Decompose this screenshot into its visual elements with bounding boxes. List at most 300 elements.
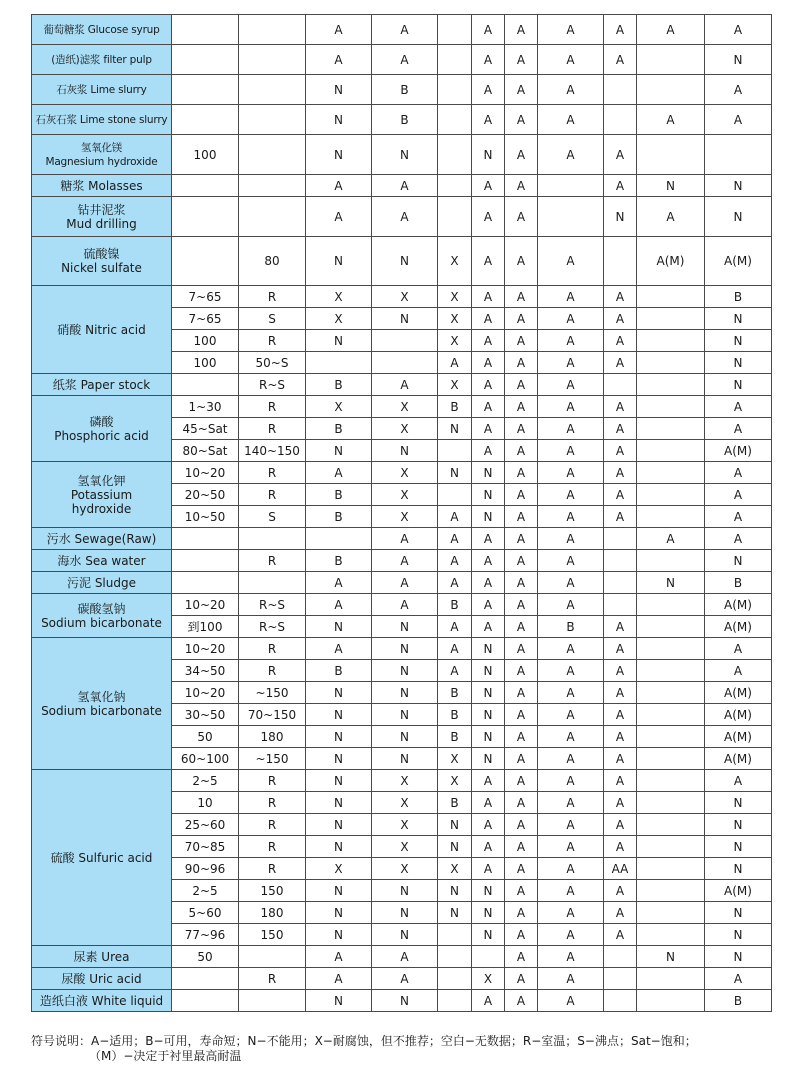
rating-cell: A xyxy=(705,15,772,45)
rating-cell: A xyxy=(637,197,705,237)
rating-cell: A xyxy=(604,506,637,528)
rating-cell: A xyxy=(472,197,505,237)
medium-name-cell: 硫酸 Sulfuric acid xyxy=(32,770,172,946)
temperature-cell xyxy=(239,15,306,45)
rating-cell xyxy=(372,352,438,374)
rating-cell: N xyxy=(438,462,472,484)
rating-cell: A xyxy=(604,836,637,858)
rating-cell: A xyxy=(472,330,505,352)
rating-cell: A xyxy=(538,330,604,352)
rating-cell: N xyxy=(705,792,772,814)
rating-cell: B xyxy=(705,286,772,308)
rating-cell xyxy=(604,990,637,1012)
rating-cell: N xyxy=(472,506,505,528)
rating-cell: A xyxy=(472,75,505,105)
rating-cell: A xyxy=(705,968,772,990)
rating-cell: B xyxy=(306,550,372,572)
medium-name-cell: 石灰浆 Lime slurry xyxy=(32,75,172,105)
rating-cell: A xyxy=(538,286,604,308)
rating-cell: A xyxy=(637,528,705,550)
temperature-cell: 180 xyxy=(239,726,306,748)
rating-cell xyxy=(438,440,472,462)
rating-cell: A xyxy=(438,572,472,594)
rating-cell: A(M) xyxy=(705,440,772,462)
rating-cell xyxy=(637,45,705,75)
rating-cell: X xyxy=(438,330,472,352)
rating-cell: A xyxy=(472,616,505,638)
rating-cell xyxy=(637,440,705,462)
medium-name-cell: 硫酸镍 Nickel sulfate xyxy=(32,237,172,286)
rating-cell: A xyxy=(505,506,538,528)
rating-cell: A xyxy=(472,550,505,572)
rating-cell: A xyxy=(372,594,438,616)
rating-cell: A xyxy=(604,440,637,462)
rating-cell: A xyxy=(472,105,505,135)
rating-cell: A(M) xyxy=(705,237,772,286)
medium-name-cell: 海水 Sea water xyxy=(32,550,172,572)
concentration-cell xyxy=(172,550,239,572)
rating-cell: A xyxy=(538,308,604,330)
rating-cell: N xyxy=(306,135,372,175)
rating-cell xyxy=(637,638,705,660)
temperature-cell: R xyxy=(239,814,306,836)
rating-cell: A xyxy=(505,726,538,748)
rating-cell xyxy=(604,105,637,135)
rating-cell: A xyxy=(604,135,637,175)
rating-cell: N xyxy=(472,726,505,748)
rating-cell: N xyxy=(372,135,438,175)
rating-cell: A xyxy=(472,175,505,197)
rating-cell: A xyxy=(306,594,372,616)
rating-cell: N xyxy=(306,704,372,726)
rating-cell: A xyxy=(705,770,772,792)
rating-cell: X xyxy=(372,858,438,880)
rating-cell: A xyxy=(705,418,772,440)
rating-cell: A xyxy=(438,616,472,638)
rating-cell: A xyxy=(604,352,637,374)
medium-name-cell: 污泥 Sludge xyxy=(32,572,172,594)
rating-cell: B xyxy=(438,792,472,814)
table-row xyxy=(32,135,772,175)
rating-cell xyxy=(637,616,705,638)
rating-cell: A xyxy=(538,550,604,572)
table-row xyxy=(32,45,772,75)
rating-cell: A xyxy=(472,814,505,836)
rating-cell: A(M) xyxy=(705,704,772,726)
rating-cell: A xyxy=(538,396,604,418)
table-row xyxy=(32,237,772,286)
rating-cell: N xyxy=(372,902,438,924)
rating-cell: A xyxy=(472,374,505,396)
concentration-cell xyxy=(172,15,239,45)
rating-cell: A(M) xyxy=(705,616,772,638)
rating-cell: A(M) xyxy=(705,682,772,704)
rating-cell: A xyxy=(472,990,505,1012)
rating-cell: N xyxy=(306,75,372,105)
medium-name-cell: 造纸白液 White liquid xyxy=(32,990,172,1012)
rating-cell xyxy=(438,968,472,990)
rating-cell: A xyxy=(538,75,604,105)
medium-name-cell: 氢氧化钾 Potassium hydroxide xyxy=(32,462,172,528)
concentration-cell: 30~50 xyxy=(172,704,239,726)
concentration-cell xyxy=(172,45,239,75)
rating-cell: A xyxy=(438,352,472,374)
rating-cell: A xyxy=(604,638,637,660)
rating-cell: A xyxy=(505,572,538,594)
rating-cell: A xyxy=(472,858,505,880)
rating-cell xyxy=(637,902,705,924)
rating-cell xyxy=(637,594,705,616)
temperature-cell: S xyxy=(239,506,306,528)
medium-name-cell: 污水 Sewage(Raw) xyxy=(32,528,172,550)
temperature-cell xyxy=(239,572,306,594)
rating-cell: A xyxy=(372,45,438,75)
rating-cell: A xyxy=(604,286,637,308)
rating-cell: X xyxy=(372,418,438,440)
rating-cell: A xyxy=(372,528,438,550)
concentration-cell: 90~96 xyxy=(172,858,239,880)
concentration-cell xyxy=(172,175,239,197)
rating-cell: A xyxy=(505,396,538,418)
medium-name-cell: 石灰石浆 Lime stone slurry xyxy=(32,105,172,135)
concentration-cell: 2~5 xyxy=(172,770,239,792)
rating-cell: A xyxy=(604,15,637,45)
concentration-cell: 60~100 xyxy=(172,748,239,770)
table-row xyxy=(32,75,772,105)
temperature-cell: R xyxy=(239,330,306,352)
rating-cell: A xyxy=(472,440,505,462)
rating-cell: A xyxy=(505,105,538,135)
rating-cell: A xyxy=(538,990,604,1012)
table-row xyxy=(32,946,772,968)
concentration-cell: 到100 xyxy=(172,616,239,638)
rating-cell: A xyxy=(306,462,372,484)
rating-cell: A xyxy=(505,484,538,506)
rating-cell: A xyxy=(538,660,604,682)
concentration-cell: 5~60 xyxy=(172,902,239,924)
concentration-cell: 10~20 xyxy=(172,462,239,484)
rating-cell: A xyxy=(438,638,472,660)
concentration-cell: 10~20 xyxy=(172,594,239,616)
rating-cell: N xyxy=(306,770,372,792)
rating-cell: A xyxy=(505,15,538,45)
medium-name-cell: 尿酸 Uric acid xyxy=(32,968,172,990)
rating-cell xyxy=(637,880,705,902)
rating-cell: N xyxy=(438,902,472,924)
rating-cell: A xyxy=(538,237,604,286)
rating-cell: A xyxy=(472,396,505,418)
table-row xyxy=(32,462,772,484)
temperature-cell xyxy=(239,135,306,175)
temperature-cell: 80 xyxy=(239,237,306,286)
rating-cell: A xyxy=(538,968,604,990)
table-row xyxy=(32,528,772,550)
rating-cell: A xyxy=(604,924,637,946)
rating-cell: A xyxy=(505,638,538,660)
concentration-cell: 80~Sat xyxy=(172,440,239,462)
rating-cell: A xyxy=(472,836,505,858)
rating-cell: N xyxy=(306,616,372,638)
rating-cell: A xyxy=(505,45,538,75)
rating-cell: A xyxy=(505,75,538,105)
rating-cell: N xyxy=(372,990,438,1012)
rating-cell: A xyxy=(505,946,538,968)
rating-cell: N xyxy=(372,704,438,726)
rating-cell xyxy=(438,197,472,237)
rating-cell xyxy=(637,858,705,880)
temperature-cell: R xyxy=(239,836,306,858)
rating-cell: N xyxy=(306,330,372,352)
rating-cell: A xyxy=(604,792,637,814)
rating-cell: A xyxy=(538,462,604,484)
temperature-cell: R xyxy=(239,858,306,880)
rating-cell: N xyxy=(472,484,505,506)
rating-cell: A xyxy=(505,990,538,1012)
rating-cell: A xyxy=(505,374,538,396)
rating-cell xyxy=(306,352,372,374)
rating-cell: N xyxy=(306,902,372,924)
temperature-cell: R xyxy=(239,792,306,814)
rating-cell: N xyxy=(372,924,438,946)
temperature-cell: R xyxy=(239,638,306,660)
rating-cell: A xyxy=(306,15,372,45)
rating-cell: AA xyxy=(604,858,637,880)
rating-cell: A xyxy=(538,770,604,792)
rating-cell: N xyxy=(705,924,772,946)
temperature-cell xyxy=(239,946,306,968)
rating-cell: A xyxy=(604,616,637,638)
rating-cell: A xyxy=(538,704,604,726)
rating-cell: A xyxy=(505,175,538,197)
rating-cell: A xyxy=(538,836,604,858)
rating-cell: N xyxy=(438,836,472,858)
rating-cell: B xyxy=(306,506,372,528)
rating-cell xyxy=(637,770,705,792)
rating-cell xyxy=(538,197,604,237)
rating-cell: A xyxy=(538,15,604,45)
rating-cell: A xyxy=(538,374,604,396)
rating-cell: A xyxy=(472,237,505,286)
rating-cell: A xyxy=(505,902,538,924)
rating-cell: X xyxy=(372,814,438,836)
rating-cell: X xyxy=(438,858,472,880)
temperature-cell: 70~150 xyxy=(239,704,306,726)
temperature-cell: R xyxy=(239,396,306,418)
rating-cell: N xyxy=(372,440,438,462)
rating-cell: A xyxy=(472,528,505,550)
rating-cell: A xyxy=(538,748,604,770)
rating-cell: A xyxy=(538,924,604,946)
rating-cell: A xyxy=(505,237,538,286)
rating-cell: A xyxy=(604,660,637,682)
concentration-cell: 10~20 xyxy=(172,638,239,660)
rating-cell: A xyxy=(306,572,372,594)
rating-cell: A xyxy=(538,506,604,528)
rating-cell: N xyxy=(705,902,772,924)
temperature-cell: ~150 xyxy=(239,748,306,770)
rating-cell: X xyxy=(372,792,438,814)
rating-cell: A xyxy=(604,175,637,197)
table-row xyxy=(32,15,772,45)
rating-cell xyxy=(637,990,705,1012)
rating-cell: N xyxy=(372,748,438,770)
temperature-cell: 180 xyxy=(239,902,306,924)
rating-cell: A xyxy=(604,880,637,902)
concentration-cell: 50 xyxy=(172,946,239,968)
rating-cell xyxy=(438,75,472,105)
rating-cell xyxy=(637,968,705,990)
temperature-cell xyxy=(239,990,306,1012)
rating-cell: A xyxy=(505,418,538,440)
rating-cell: A xyxy=(705,660,772,682)
rating-cell: A(M) xyxy=(637,237,705,286)
concentration-cell xyxy=(172,237,239,286)
rating-cell: A xyxy=(637,105,705,135)
concentration-cell: 100 xyxy=(172,330,239,352)
rating-cell xyxy=(438,946,472,968)
rating-cell: X xyxy=(372,484,438,506)
rating-cell: A xyxy=(505,660,538,682)
temperature-cell: R xyxy=(239,660,306,682)
legend-line-1: 符号说明：A−适用；B−可用，寿命短；N−不能用；X−耐腐蚀，但不推荐；空白−无数据；R−室温；S−沸点；Sat−饱和； xyxy=(31,1034,697,1048)
temperature-cell: 150 xyxy=(239,880,306,902)
rating-cell: A xyxy=(505,770,538,792)
rating-cell: A xyxy=(604,330,637,352)
rating-cell: B xyxy=(306,660,372,682)
rating-cell: B xyxy=(306,484,372,506)
rating-cell: A xyxy=(604,308,637,330)
medium-name-cell: 葡萄糖浆 Glucose syrup xyxy=(32,15,172,45)
rating-cell xyxy=(604,946,637,968)
rating-cell: N xyxy=(705,308,772,330)
table-row xyxy=(32,594,772,616)
temperature-cell: R~S xyxy=(239,374,306,396)
table-row xyxy=(32,175,772,197)
rating-cell: A xyxy=(505,462,538,484)
rating-cell: A xyxy=(705,528,772,550)
rating-cell: X xyxy=(438,748,472,770)
rating-cell: A xyxy=(604,748,637,770)
medium-name-cell: (造纸)滤浆 filter pulp xyxy=(32,45,172,75)
rating-cell: X xyxy=(438,237,472,286)
rating-cell xyxy=(637,352,705,374)
rating-cell: N xyxy=(306,814,372,836)
rating-cell: A xyxy=(538,105,604,135)
rating-cell: B xyxy=(438,594,472,616)
rating-cell: A xyxy=(538,726,604,748)
rating-cell xyxy=(637,924,705,946)
rating-cell: A xyxy=(604,902,637,924)
rating-cell: A xyxy=(372,175,438,197)
rating-cell: N xyxy=(306,990,372,1012)
concentration-cell: 70~85 xyxy=(172,836,239,858)
rating-cell: N xyxy=(472,462,505,484)
rating-cell xyxy=(637,418,705,440)
rating-cell: X xyxy=(372,462,438,484)
legend-line-2: （M）−决定于衬里最高耐温 xyxy=(89,1049,242,1063)
rating-cell: A xyxy=(538,814,604,836)
rating-cell: N xyxy=(372,880,438,902)
medium-name-cell: 尿素 Urea xyxy=(32,946,172,968)
rating-cell xyxy=(438,990,472,1012)
rating-cell xyxy=(604,237,637,286)
rating-cell: X xyxy=(306,858,372,880)
rating-cell: N xyxy=(372,660,438,682)
concentration-cell: 7~65 xyxy=(172,308,239,330)
rating-cell xyxy=(438,924,472,946)
rating-cell: A xyxy=(505,550,538,572)
temperature-cell xyxy=(239,197,306,237)
rating-cell xyxy=(438,15,472,45)
concentration-cell: 10~20 xyxy=(172,682,239,704)
rating-cell xyxy=(637,682,705,704)
rating-cell: N xyxy=(472,880,505,902)
rating-cell: A xyxy=(505,528,538,550)
rating-cell: A xyxy=(538,484,604,506)
concentration-cell xyxy=(172,990,239,1012)
rating-cell xyxy=(637,814,705,836)
rating-cell: A(M) xyxy=(705,748,772,770)
concentration-cell xyxy=(172,968,239,990)
rating-cell: N xyxy=(637,175,705,197)
rating-cell xyxy=(438,135,472,175)
rating-cell: A xyxy=(604,726,637,748)
rating-cell: N xyxy=(306,880,372,902)
rating-cell: X xyxy=(372,286,438,308)
rating-cell xyxy=(604,594,637,616)
rating-cell: A(M) xyxy=(705,880,772,902)
table-row xyxy=(32,374,772,396)
concentration-cell: 50 xyxy=(172,726,239,748)
concentration-cell: 25~60 xyxy=(172,814,239,836)
table-row xyxy=(32,572,772,594)
rating-cell xyxy=(637,396,705,418)
rating-cell: N xyxy=(306,682,372,704)
medium-name-cell: 磷酸 Phosphoric acid xyxy=(32,396,172,462)
rating-cell: A xyxy=(505,330,538,352)
temperature-cell xyxy=(239,175,306,197)
temperature-cell: 140~150 xyxy=(239,440,306,462)
rating-cell: B xyxy=(538,616,604,638)
table-row xyxy=(32,770,772,792)
temperature-cell: R xyxy=(239,286,306,308)
rating-cell: N xyxy=(472,902,505,924)
rating-cell xyxy=(637,135,705,175)
rating-cell: A xyxy=(306,175,372,197)
rating-cell: B xyxy=(372,105,438,135)
rating-cell: A xyxy=(604,682,637,704)
rating-cell: N xyxy=(438,880,472,902)
rating-cell: A xyxy=(372,572,438,594)
rating-cell: N xyxy=(372,237,438,286)
rating-cell: A xyxy=(438,660,472,682)
rating-cell: B xyxy=(705,572,772,594)
rating-cell: N xyxy=(472,748,505,770)
rating-cell: N xyxy=(705,330,772,352)
rating-cell: A xyxy=(604,396,637,418)
rating-cell: X xyxy=(306,308,372,330)
rating-cell: A xyxy=(538,880,604,902)
concentration-cell: 7~65 xyxy=(172,286,239,308)
rating-cell: A xyxy=(472,45,505,75)
rating-cell: A xyxy=(604,462,637,484)
rating-cell: A(M) xyxy=(705,594,772,616)
rating-cell: X xyxy=(438,374,472,396)
rating-cell: A xyxy=(472,15,505,45)
rating-cell: A xyxy=(538,418,604,440)
rating-cell: A xyxy=(604,418,637,440)
rating-cell: A xyxy=(705,638,772,660)
